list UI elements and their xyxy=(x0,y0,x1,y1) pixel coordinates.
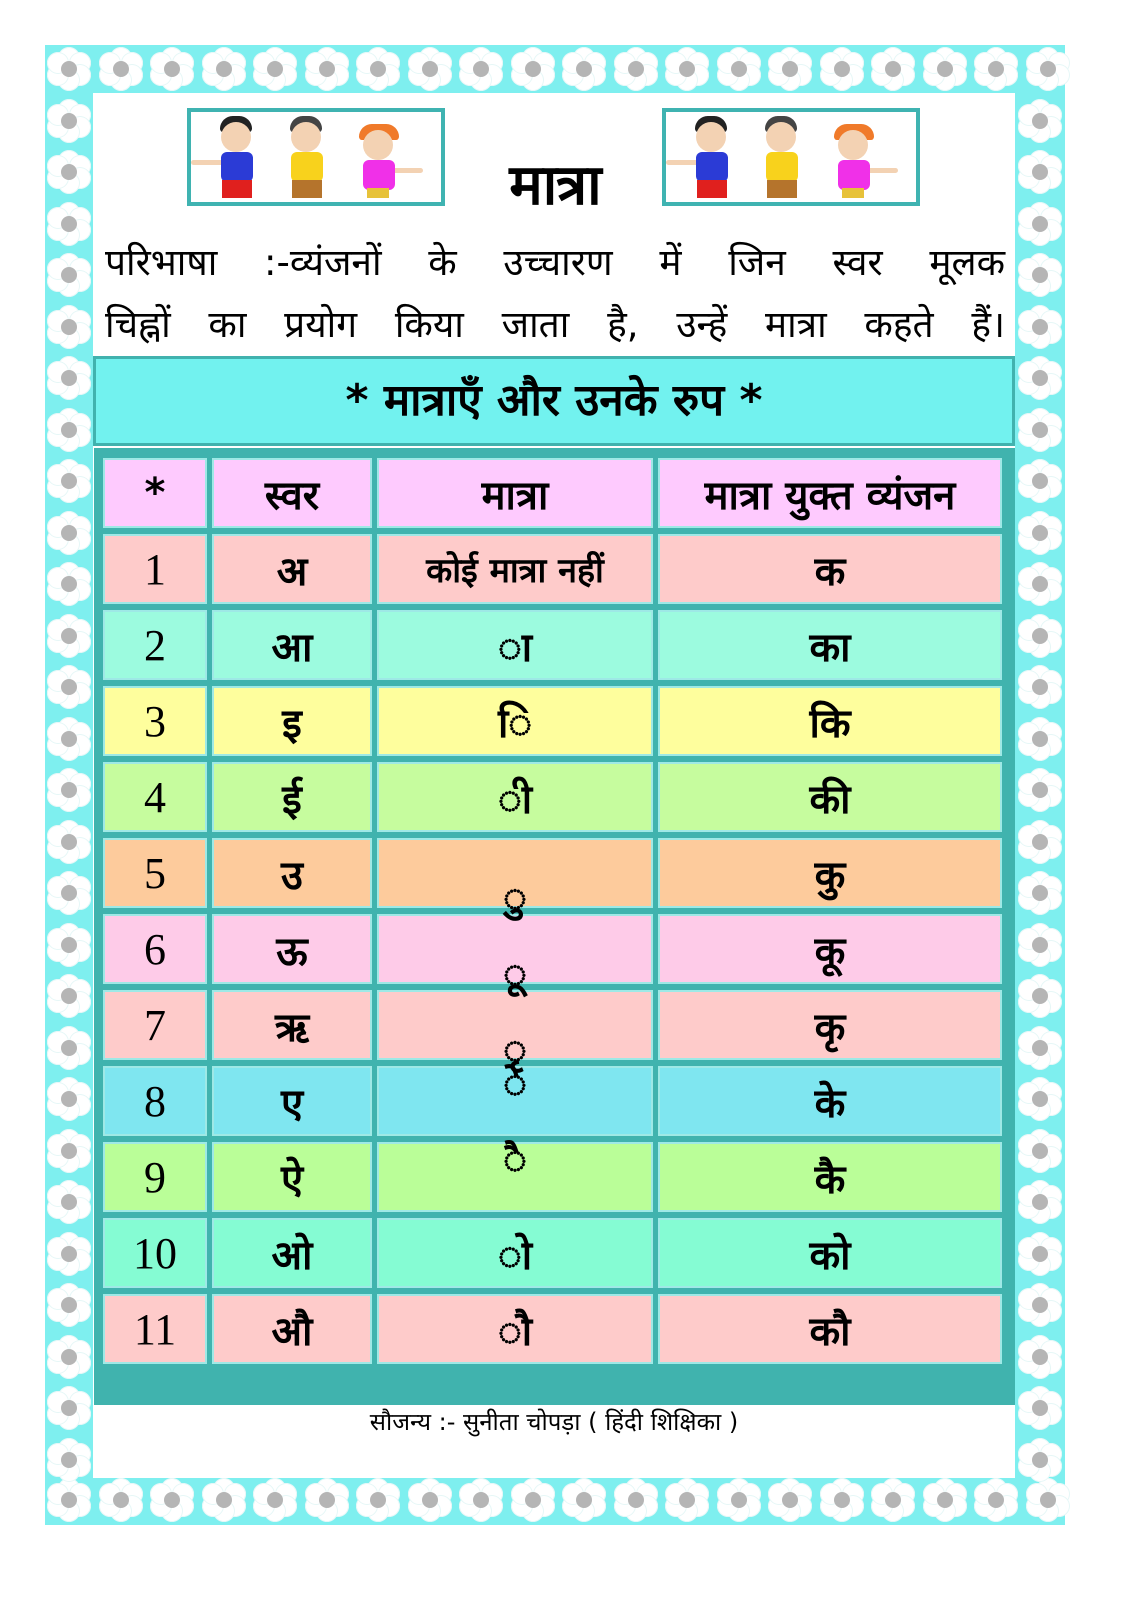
definition-line-2: चिह्नों का प्रयोग किया जाता है, उन्हें मात्रा कहते हैं। xyxy=(105,303,1005,346)
cell-swar-text: ऋ xyxy=(274,1004,310,1051)
flower-icon xyxy=(1018,459,1062,503)
cell-matra-text: ि xyxy=(497,700,533,747)
cell-serial-text: 3 xyxy=(144,696,166,746)
flower-icon xyxy=(47,614,91,658)
table-row xyxy=(103,838,1002,908)
cell-serial-text: 7 xyxy=(144,1000,166,1050)
flower-icon xyxy=(1018,99,1062,143)
cell-matra-text: ु xyxy=(503,874,527,921)
flower-icon xyxy=(47,511,91,555)
cell-serial-text: 2 xyxy=(144,620,166,670)
flower-icon xyxy=(1018,408,1062,452)
flower-icon xyxy=(562,1478,606,1522)
header-swar: स्वर xyxy=(212,458,372,528)
flower-icon xyxy=(202,1478,246,1522)
flower-icon xyxy=(47,665,91,709)
cell-matra xyxy=(377,686,653,756)
cell-swar xyxy=(212,762,372,832)
flower-icon xyxy=(47,1335,91,1379)
cell-swar-text: इ xyxy=(282,700,302,747)
table-row xyxy=(103,914,1002,984)
flower-icon xyxy=(562,47,606,91)
cell-swar xyxy=(212,1294,372,1364)
cell-swar-text: ऐ xyxy=(280,1156,304,1203)
flower-icon xyxy=(1018,1438,1062,1482)
cell-matra-yukt-vyanjan-text: कृ xyxy=(814,1004,846,1051)
flower-icon xyxy=(974,47,1018,91)
flower-icon xyxy=(1018,562,1062,606)
cell-serial xyxy=(103,1142,207,1212)
cell-serial xyxy=(103,1294,207,1364)
matra-table-container xyxy=(94,448,1015,1405)
cell-swar-text: ए xyxy=(280,1080,304,1127)
flower-icon xyxy=(1018,974,1062,1018)
flower-icon xyxy=(47,1129,91,1173)
flower-icon xyxy=(459,1478,503,1522)
flower-icon xyxy=(150,47,194,91)
cell-matra xyxy=(377,1294,653,1364)
flower-icon xyxy=(47,202,91,246)
kids-illustration-left xyxy=(187,108,445,206)
cell-swar xyxy=(212,1142,372,1212)
flower-icon xyxy=(356,47,400,91)
flower-icon xyxy=(1018,1129,1062,1173)
cell-matra xyxy=(377,838,653,921)
cell-serial xyxy=(103,686,207,756)
cell-matra-yukt-vyanjan xyxy=(658,1142,1002,1212)
cell-matra xyxy=(377,762,653,832)
flower-icon xyxy=(47,1438,91,1482)
flower-icon xyxy=(47,150,91,194)
cell-serial xyxy=(103,1066,207,1136)
table-row xyxy=(103,1066,1002,1136)
flower-icon xyxy=(1018,665,1062,709)
flower-icon xyxy=(150,1478,194,1522)
table-row xyxy=(103,1218,1002,1288)
flower-icon xyxy=(202,47,246,91)
flower-icon xyxy=(99,1478,143,1522)
table-header-row xyxy=(103,458,1002,528)
flower-icon xyxy=(1018,305,1062,349)
cell-matra xyxy=(377,534,653,604)
cell-matra-yukt-vyanjan xyxy=(658,1294,1002,1364)
cell-matra-yukt-vyanjan-text: कि xyxy=(809,700,851,747)
flower-icon xyxy=(1018,202,1062,246)
cell-serial xyxy=(103,534,207,604)
cell-serial-text: 8 xyxy=(144,1076,166,1126)
flower-icon xyxy=(99,47,143,91)
definition-text xyxy=(105,232,1005,356)
flower-icon xyxy=(47,1232,91,1276)
cell-matra-text: ौ xyxy=(497,1308,533,1355)
flower-icon xyxy=(1018,923,1062,967)
flower-icon xyxy=(768,47,812,91)
cell-matra-text: कोई मात्रा नहीं xyxy=(426,551,604,591)
cell-serial-text: 1 xyxy=(144,544,166,594)
flower-icon xyxy=(1026,1478,1070,1522)
cell-matra-text: ै xyxy=(503,1136,527,1183)
flower-icon xyxy=(1018,356,1062,400)
flower-icon xyxy=(253,1478,297,1522)
cell-matra-text: ृ xyxy=(503,1026,527,1073)
flower-icon xyxy=(665,1478,709,1522)
flower-icon xyxy=(717,1478,761,1522)
flower-icon xyxy=(614,1478,658,1522)
matra-table xyxy=(98,452,1007,1370)
flower-icon xyxy=(47,1386,91,1430)
cell-serial xyxy=(103,1218,207,1288)
cell-matra-yukt-vyanjan-text: कु xyxy=(814,852,846,899)
cell-swar xyxy=(212,1066,372,1136)
cell-serial xyxy=(103,914,207,984)
flower-icon xyxy=(47,871,91,915)
flower-icon xyxy=(47,562,91,606)
page-title: मात्रा xyxy=(509,153,601,218)
flower-icon xyxy=(1018,511,1062,555)
cell-swar xyxy=(212,838,372,908)
cell-matra xyxy=(377,1218,653,1288)
cell-matra-yukt-vyanjan-text: को xyxy=(809,1232,851,1279)
credit-footer: सौजन्य :- सुनीता चोपड़ा ( हिंदी शिक्षिका ) xyxy=(369,1408,739,1436)
flower-icon xyxy=(974,1478,1018,1522)
flower-icon xyxy=(305,47,349,91)
flower-icon xyxy=(47,253,91,297)
flower-icon xyxy=(614,47,658,91)
cell-swar-text: औ xyxy=(271,1308,313,1355)
flower-icon xyxy=(459,47,503,91)
table-row xyxy=(103,686,1002,756)
cell-matra xyxy=(377,914,653,997)
cell-swar xyxy=(212,914,372,984)
definition-line-1: परिभाषा :-व्यंजनों के उच्चारण में जिन स्वर मूलक xyxy=(105,241,1005,284)
cell-matra-yukt-vyanjan-text: कू xyxy=(814,928,846,975)
cell-swar xyxy=(212,990,372,1060)
cell-matra-text: ो xyxy=(497,1232,533,1279)
flower-icon xyxy=(47,1180,91,1224)
table-row xyxy=(103,610,1002,680)
cell-matra-yukt-vyanjan-text: क xyxy=(814,548,846,595)
cell-serial-text: 5 xyxy=(144,848,166,898)
cell-swar-text: अ xyxy=(276,548,308,595)
cell-matra-text: ी xyxy=(497,776,533,823)
cell-matra xyxy=(377,990,653,1073)
flower-icon xyxy=(356,1478,400,1522)
flower-icon xyxy=(665,47,709,91)
table-row xyxy=(103,1142,1002,1212)
flower-icon xyxy=(47,820,91,864)
flower-icon xyxy=(1018,820,1062,864)
header-matra: मात्रा xyxy=(377,458,653,528)
cell-swar xyxy=(212,686,372,756)
cell-swar xyxy=(212,534,372,604)
cell-matra-yukt-vyanjan xyxy=(658,990,1002,1060)
flower-icon xyxy=(408,1478,452,1522)
flower-icon xyxy=(871,47,915,91)
cell-serial xyxy=(103,762,207,832)
cell-matra-yukt-vyanjan xyxy=(658,838,1002,908)
flower-icon xyxy=(1018,1077,1062,1121)
flower-icon xyxy=(871,1478,915,1522)
flower-icon xyxy=(1018,1283,1062,1327)
cell-matra xyxy=(377,1060,653,1136)
cell-serial-text: 9 xyxy=(144,1152,166,1202)
flower-icon xyxy=(47,717,91,761)
cell-swar-text: ई xyxy=(282,776,302,823)
cell-matra-text: ा xyxy=(497,624,533,671)
cell-swar-text: उ xyxy=(281,852,303,899)
cell-serial-text: 11 xyxy=(133,1304,177,1354)
flower-icon xyxy=(47,1026,91,1070)
flower-icon xyxy=(47,768,91,812)
flower-icon xyxy=(47,1077,91,1121)
flower-icon xyxy=(923,47,967,91)
flower-icon xyxy=(820,47,864,91)
flower-icon xyxy=(1018,768,1062,812)
flower-icon xyxy=(511,1478,555,1522)
flower-icon xyxy=(47,1478,91,1522)
kids-illustration-right xyxy=(662,108,920,206)
flower-icon xyxy=(47,923,91,967)
table-row xyxy=(103,534,1002,604)
cell-matra-yukt-vyanjan-text: कै xyxy=(814,1156,846,1203)
cell-matra-yukt-vyanjan xyxy=(658,914,1002,984)
cell-serial-text: 6 xyxy=(144,924,166,974)
cell-serial xyxy=(103,990,207,1060)
cell-matra-yukt-vyanjan-text: का xyxy=(809,624,851,671)
flower-icon xyxy=(47,305,91,349)
cell-swar xyxy=(212,610,372,680)
header-serial: * xyxy=(103,458,207,528)
flower-icon xyxy=(1018,614,1062,658)
flower-icon xyxy=(1018,717,1062,761)
flower-icon xyxy=(1018,1180,1062,1224)
cell-matra-yukt-vyanjan xyxy=(658,610,1002,680)
table-row xyxy=(103,990,1002,1060)
flower-icon xyxy=(1018,150,1062,194)
cell-matra-yukt-vyanjan xyxy=(658,762,1002,832)
flower-icon xyxy=(47,459,91,503)
cell-matra-yukt-vyanjan-text: के xyxy=(814,1080,846,1127)
cell-swar xyxy=(212,1218,372,1288)
flower-icon xyxy=(717,47,761,91)
cell-swar-text: ओ xyxy=(271,1232,313,1279)
table-row xyxy=(103,762,1002,832)
cell-serial-text: 4 xyxy=(144,772,166,822)
cell-serial-text: 10 xyxy=(133,1228,177,1278)
flower-icon xyxy=(1026,47,1070,91)
flower-icon xyxy=(511,47,555,91)
cell-matra-yukt-vyanjan xyxy=(658,534,1002,604)
flower-icon xyxy=(1018,871,1062,915)
flower-icon xyxy=(253,47,297,91)
cell-matra-yukt-vyanjan-text: की xyxy=(809,776,851,823)
flower-icon xyxy=(1018,253,1062,297)
flower-icon xyxy=(1018,1026,1062,1070)
flower-icon xyxy=(1018,1335,1062,1379)
flower-icon xyxy=(47,408,91,452)
flower-icon xyxy=(768,1478,812,1522)
flower-icon xyxy=(47,356,91,400)
table-row xyxy=(103,1294,1002,1364)
section-banner: * मात्राएँ और उनके रुप * xyxy=(93,356,1015,446)
flower-icon xyxy=(820,1478,864,1522)
cell-serial xyxy=(103,610,207,680)
cell-matra-text: ू xyxy=(503,950,527,997)
cell-swar-text: आ xyxy=(271,624,313,671)
cell-matra-yukt-vyanjan xyxy=(658,686,1002,756)
cell-matra xyxy=(377,610,653,680)
cell-matra xyxy=(377,1136,653,1212)
flower-icon xyxy=(47,99,91,143)
flower-icon xyxy=(47,47,91,91)
cell-matra-yukt-vyanjan xyxy=(658,1218,1002,1288)
flower-icon xyxy=(1018,1386,1062,1430)
cell-serial xyxy=(103,838,207,908)
flower-icon xyxy=(1018,1232,1062,1276)
flower-icon xyxy=(47,974,91,1018)
flower-icon xyxy=(408,47,452,91)
cell-matra-text: े xyxy=(503,1060,527,1107)
cell-matra-yukt-vyanjan-text: कौ xyxy=(809,1308,851,1355)
flower-icon xyxy=(923,1478,967,1522)
flower-icon xyxy=(305,1478,349,1522)
flower-icon xyxy=(47,1283,91,1327)
header-matra-yukt-vyanjan: मात्रा युक्त व्यंजन xyxy=(658,458,1002,528)
cell-matra-yukt-vyanjan xyxy=(658,1066,1002,1136)
cell-swar-text: ऊ xyxy=(276,928,308,975)
